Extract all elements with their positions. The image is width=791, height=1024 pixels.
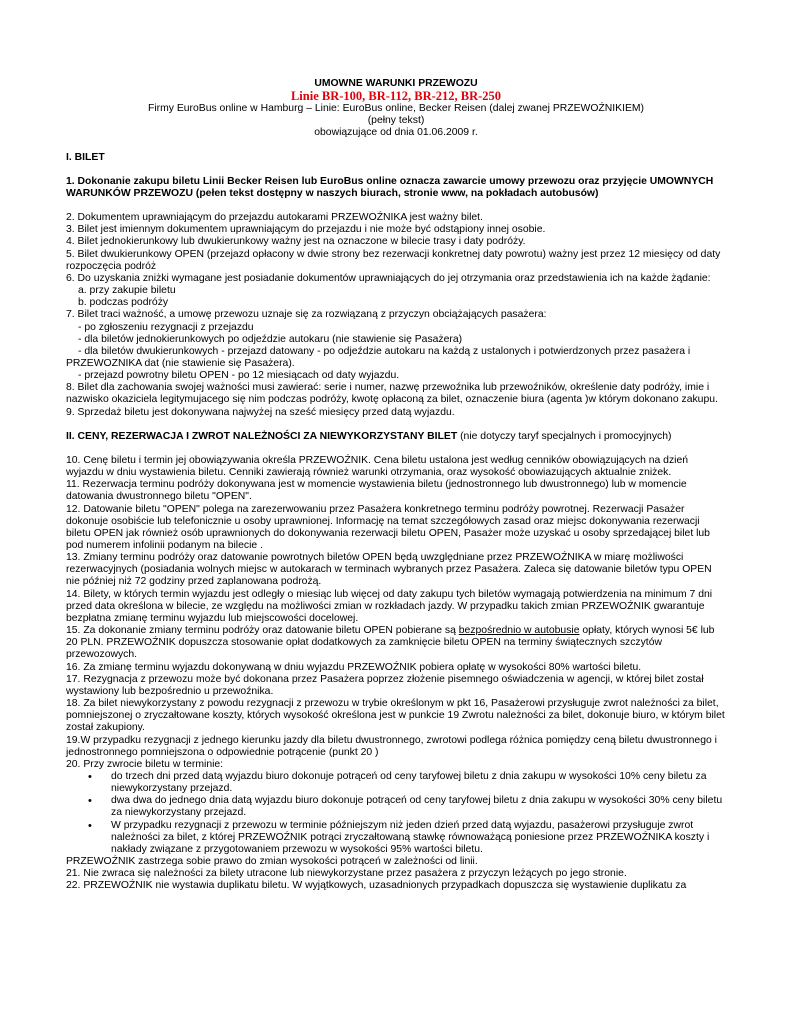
section-1-intro: 1. Dokonanie zakupu biletu Linii Becker Reisen lub EuroBus online oznacza zawarcie umowy przewozu oraz przyjęcie UMOWNYCH WARUNKÓW PRZEWOZU (pełen tekst dostępny w naszych biurach, stronie www, na pokładach autobusów) <box>66 175 714 199</box>
paragraph-6a: a. przy zakupie biletu <box>78 285 176 297</box>
paragraph-16: 16. Za zmianę terminu wyjazdu dokonywaną w dniu wyjazdu PRZEWOŹNIK pobiera opłatę w wysokości 80% wartości biletu. <box>66 661 642 673</box>
paragraph-17: 17. Rezygnacja z przewozu może być dokonana przez Pasażera poprzez złożenie pisemnego oświadczenia w agencji, w której bilet został wystawiony lub bezpośrednio u przewoźnika. <box>66 673 704 697</box>
paragraph-20-note: PRZEWOŹNIK zastrzega sobie prawo do zmian wysokości potrąceń w zależności od linii. <box>66 856 478 868</box>
full-text-note: (pełny tekst) <box>367 115 425 127</box>
paragraph-19: 19.W przypadku rezygnacji z jednego kierunku jazdy dla biletu dwustronnego, zwrotowi podlega różnica pomiędzy ceną biletu dwustronnego i jednostronnego pomniejszona o odpowiednie potrącenie (punkt 20 ) <box>66 734 717 758</box>
paragraph-21: 21. Nie zwraca się należności za bilety utracone lub niewykorzystane przez pasażera z przyczyn leżących po jego stronie. <box>66 868 627 880</box>
paragraph-13: 13. Zmiany terminu podróży oraz datowanie powrotnych biletów OPEN będą uwzględniane przez PRZEWOŹNIKA w miarę możliwości rezerwacyjnych (posiadania wolnych miejsc w autokarach w terminach wybranych przez Pasażera. Zaleca się datowanie biletów typu OPEN nie później niż 72 godziny przed zaplanowana podrożą. <box>66 552 712 588</box>
list-item: • W przypadku rezygnacji z przewozu w terminie późniejszym niż jeden dzień przed datą wyjazdu, pasażerowi przysługuje zwrot należności za bilet, z której PRZEWOŹNIK potrąci zryczałtowaną stawkę równoważącą poniesione przez PRZEWOŹNIKA koszty i nakłady związane z przygotowaniem przewozu w wysokości 95% wartości biletu. <box>66 820 726 856</box>
paragraph-14: 14. Bilety, w których termin wyjazdu jest odległy o miesiąc lub więcej od daty zakupu tych biletów wymagają potwierdzenia na minimum 7 dni przed data określona w bilecie, ze względu na możliwości zmian w rozkładach jazdy. W przypadku takich zmian PRZEWOŹNIK gwarantuje bezpłatna zmianę terminu wyjazdu lub miejscowości docelowej. <box>66 588 713 624</box>
paragraph-11: 11. Rezerwacja terminu podróży dokonywana jest w momencie wystawienia biletu (jednostronnego lub dwustronnego) lub w momencie datowania dwustronnego biletu "OPEN". <box>66 479 687 503</box>
paragraph-3: 3. Bilet jest imiennym dokumentem uprawniającym do przejazdu i nie może być odstąpiony innej osobie. <box>66 224 546 236</box>
section-1-heading: I. BILET <box>66 151 105 163</box>
paragraph-7b: - dla biletów jednokierunkowych po odjeździe autokaru (nie stawienie się Pasażera) <box>78 333 463 345</box>
paragraph-15 <box>66 625 726 661</box>
paragraph-9: 9. Sprzedaż biletu jest dokonywana najwyżej na sześć miesięcy przed datą wyjazdu. <box>66 406 455 418</box>
paragraph-20: 20. Przy zwrocie biletu w terminie: <box>66 758 224 770</box>
paragraph-15-end: opłaty, których wynosi 5€ lub 20 PLN. PRZEWOŹNIK dopuszcza stosowanie opłat dodatkowych za zamknięcie biletu OPEN na terminy świątecznych szczytów przewozowych. <box>66 625 715 661</box>
paragraph-15-start: 15. Za dokonanie zmiany terminu podróży oraz datowanie biletu OPEN pobierane są <box>66 625 456 637</box>
list-item: • dwa dwa do jednego dnia datą wyjazdu biuro dokonuje potrąceń od ceny taryfowej biletu z dnia zakupu w wysokości 30% ceny biletu za niewykorzystany przejazd. <box>66 795 726 819</box>
paragraph-4: 4. Bilet jednokierunkowy lub dwukierunkowy ważny jest na oznaczone w bilecie trasy i daty podróży. <box>66 236 526 248</box>
paragraph-7a: - po zgłoszeniu rezygnacji z przejazdu <box>78 321 254 333</box>
section-2-title: II. CENY, REZERWACJA I ZWROT NALEŻNOŚCI ZA NIEWYKORZYSTANY BILET <box>66 430 458 442</box>
list-item: • do trzech dni przed datą wyjazdu biuro dokonuje potrąceń od ceny taryfowej biletu z dnia zakupu w wysokości 10% ceny biletu za niewykorzystany przejazd. <box>66 771 726 795</box>
paragraph-7d: - przejazd powrotny biletu OPEN - po 12 miesiącach od daty wyjazdu. <box>78 370 400 382</box>
document-page <box>66 78 726 893</box>
paragraph-7c-text: - dla biletów dwukierunkowych - przejazd datowany - po odjeździe autokaru na każdą z ustalonych i potwierdzonych przez pasażera i PRZEWOZNIKA dat (nie stawienie się Pasażera). <box>66 345 691 369</box>
section-2-note: (nie dotyczy taryf specjalnych i promocyjnych) <box>460 430 672 442</box>
paragraph-18: 18. Za bilet niewykorzystany z powodu rezygnacji z przewozu w trybie określonym w pkt 16, Pasażerowi przysługuje zwrot należności za bilet, pomniejszonej o zryczałtowane koszty, których wysokość określona jest w punkcie 19 Zwrotu należności za bilet, dokonuje biuro, w którym bilet został zakupiony. <box>66 698 725 734</box>
paragraph-10: 10. Cenę biletu i termin jej obowiązywania określa PRZEWOŹNIK. Cena biletu ustalona jest według cenników obowiązujących na dzień wyjazdu w dniu wystawienia biletu. Cenniki zawierają również warunki otrzymania, oraz wysokość obowiazujących aktualnie zniżek. <box>66 454 689 479</box>
refund-bullet-list <box>66 771 726 856</box>
paragraph-12: 12. Datowanie biletu "OPEN" polega na zarezerwowaniu przez Pasażera konkretnego terminu podróży powrotnej. Rezerwacji Pasażer dokonuje osobiście lub telefonicznie u osoby uprawnionej. Informację na temat szczegółowych zasad oraz miejsc dokonywania rezerwacji biletu OPEN jak również osób uprawnionych do dokonywania rezerwacji biletu OPEN, Pasażer może uzyskać u osoby sprzedającej bilet lub pod numerem infolinii podanym na bilecie . <box>66 503 710 551</box>
paragraph-6: 6. Do uzyskania zniżki wymagane jest posiadanie dokumentów uprawniających do jej otrzymania oraz przedstawienia ich na każde żądanie: <box>66 272 711 284</box>
paragraph-15-underlined: bezpośrednio w autobusie <box>458 625 580 637</box>
company-line: Firmy EuroBus online w Hamburg – Linie: EuroBus online, Becker Reisen (dalej zwanej PRZEWOŹNIKIEM) <box>147 103 645 115</box>
paragraph-5: 5. Bilet dwukierunkowy OPEN (przejazd opłacony w dwie strony bez rezerwacji konkretnej daty powrotu) ważny jest przez 12 miesięcy od daty rozpoczęcia podróż <box>66 248 721 272</box>
section-2-heading <box>66 431 726 443</box>
paragraph-7c <box>66 346 726 370</box>
paragraph-2: 2. Dokumentem uprawniającym do przejazdu autokarami PRZEWOŹNIKA jest ważny bilet. <box>66 212 483 224</box>
lines-subtitle: Linie BR-100, BR-112, BR-212, BR-250 <box>290 89 502 104</box>
paragraph-6b: b. podczas podróży <box>78 297 169 309</box>
paragraph-7: 7. Bilet traci ważność, a umowę przewozu uznaje się za rozwiązaną z przyczyn obciążających pasażera: <box>66 309 547 321</box>
valid-from: obowiązujące od dnia 01.06.2009 r. <box>314 127 478 139</box>
paragraph-8: 8. Bilet dla zachowania swojej ważności musi zawierać: serie i numer, nazwę przewoźnika lub przewoźników, określenie daty podróży, imie i nazwisko okaziciela legitymujacego się nim podczas podróży, kwotę opłaconą za bilet, oznaczenie biura (agenta )w którym dokonano zakupu. <box>66 382 718 406</box>
document-title: UMOWNE WARUNKI PRZEWOZU <box>314 78 478 89</box>
paragraph-22: 22. PRZEWOŹNIK nie wystawia duplikatu biletu. W wyjątkowych, uzasadnionych przypadkach dopuszcza się wystawienie duplikatu za <box>66 880 687 892</box>
